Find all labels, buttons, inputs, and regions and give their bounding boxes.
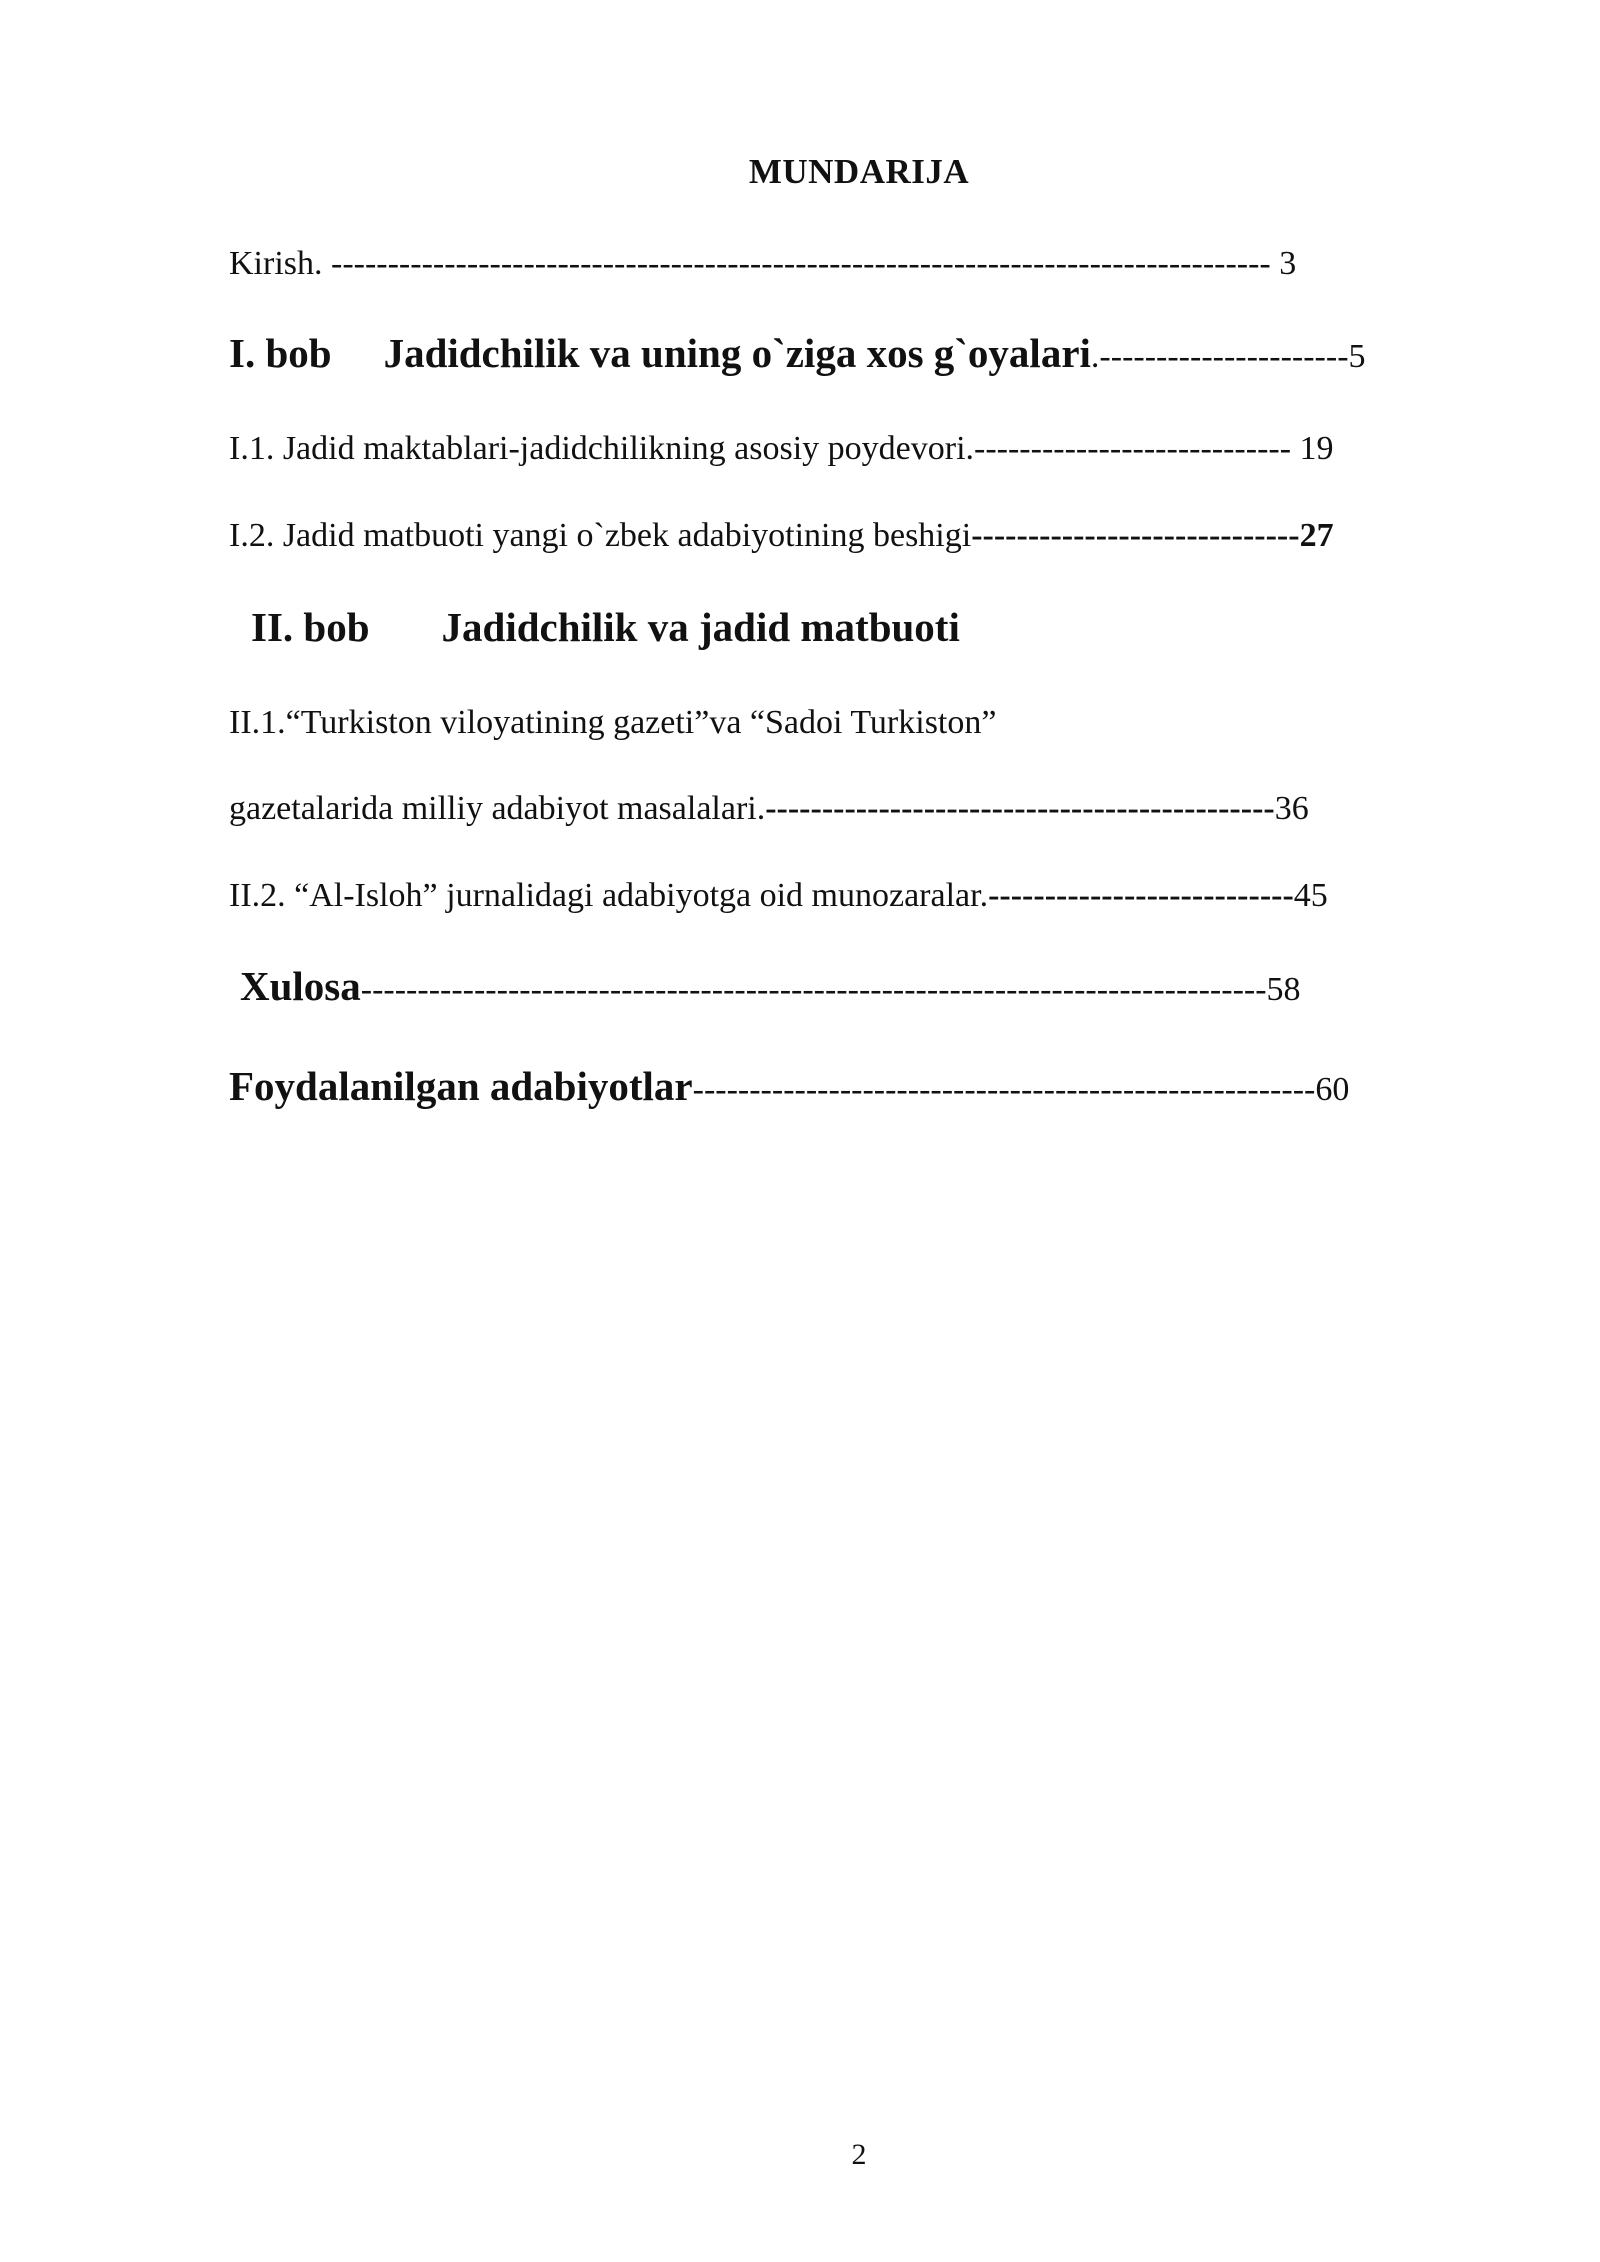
toc-page-number: 60 (1315, 1071, 1350, 1108)
toc-page-number: 58 (1266, 971, 1301, 1008)
page-number: 2 (851, 2138, 867, 2171)
toc-leader-dots: --------------------------- (988, 877, 1294, 914)
toc-entry-label: II.2. “Al-Isloh” jurnalidagi adabiyotga oid munozaralar. (229, 877, 989, 914)
toc-entry-kirish (229, 247, 1296, 281)
toc-title: MUNDARIJA (748, 152, 970, 191)
toc-entry-label: I.1. Jadid maktablari-jadidchilikning asosiy poydevori. (229, 430, 975, 467)
toc-leader-dots: ----------------------------- (971, 517, 1300, 554)
chapter-title: Jadidchilik va jadid matbuoti (441, 604, 960, 650)
toc-entry-label: II.1.“Turkiston viloyatining gazeti”va “Sadoi Turkiston” (229, 704, 997, 741)
toc-page-number: 36 (1274, 790, 1309, 827)
toc-entry-label: Kirish. (229, 245, 323, 282)
toc-entry-section-2-1-line-1 (229, 706, 996, 740)
chapter-number: II. bob (251, 604, 370, 650)
toc-leader-dots: -------------------------------------------------------------------------------- (360, 971, 1267, 1008)
toc-entry-xulosa (240, 963, 1301, 1009)
toc-leader-dots: --------------------------------------------- (765, 790, 1275, 827)
toc-page-number: 27 (1299, 517, 1334, 554)
chapter-number: I. bob (229, 330, 332, 376)
toc-leader-dots: ----------------------------------------------------------------------------------- (331, 245, 1271, 282)
toc-entry-section-2-1-line-2 (229, 792, 1309, 826)
toc-entry-chapter-1 (229, 330, 1366, 376)
toc-entry-references (229, 1063, 1350, 1109)
toc-entry-label: Xulosa (240, 963, 361, 1009)
toc-entry-label: I.2. Jadid matbuoti yangi o`zbek adabiyotining beshigi (229, 517, 972, 554)
toc-entry-label: gazetalarida milliy adabiyot masalalari. (229, 790, 766, 827)
chapter-title: Jadidchilik va uning o`ziga xos g`oyalari (383, 330, 1091, 376)
toc-entry-label: Foydalanilgan adabiyotlar (229, 1063, 693, 1109)
toc-page-number: 19 (1299, 430, 1334, 467)
toc-leader-dots: .---------------------- (1090, 338, 1349, 375)
toc-entry-chapter-2 (251, 604, 960, 650)
toc-page-number: 45 (1293, 877, 1328, 914)
toc-entry-section-2-2 (229, 879, 1328, 913)
toc-entry-section-1-1 (229, 432, 1334, 466)
toc-page-number: 5 (1348, 338, 1366, 375)
toc-entry-section-1-2 (229, 519, 1334, 553)
toc-leader-dots: ---------------------------- (974, 430, 1292, 467)
toc-leader-dots: ------------------------------------------------------- (692, 1071, 1316, 1108)
toc-page-number: 3 (1279, 245, 1297, 282)
